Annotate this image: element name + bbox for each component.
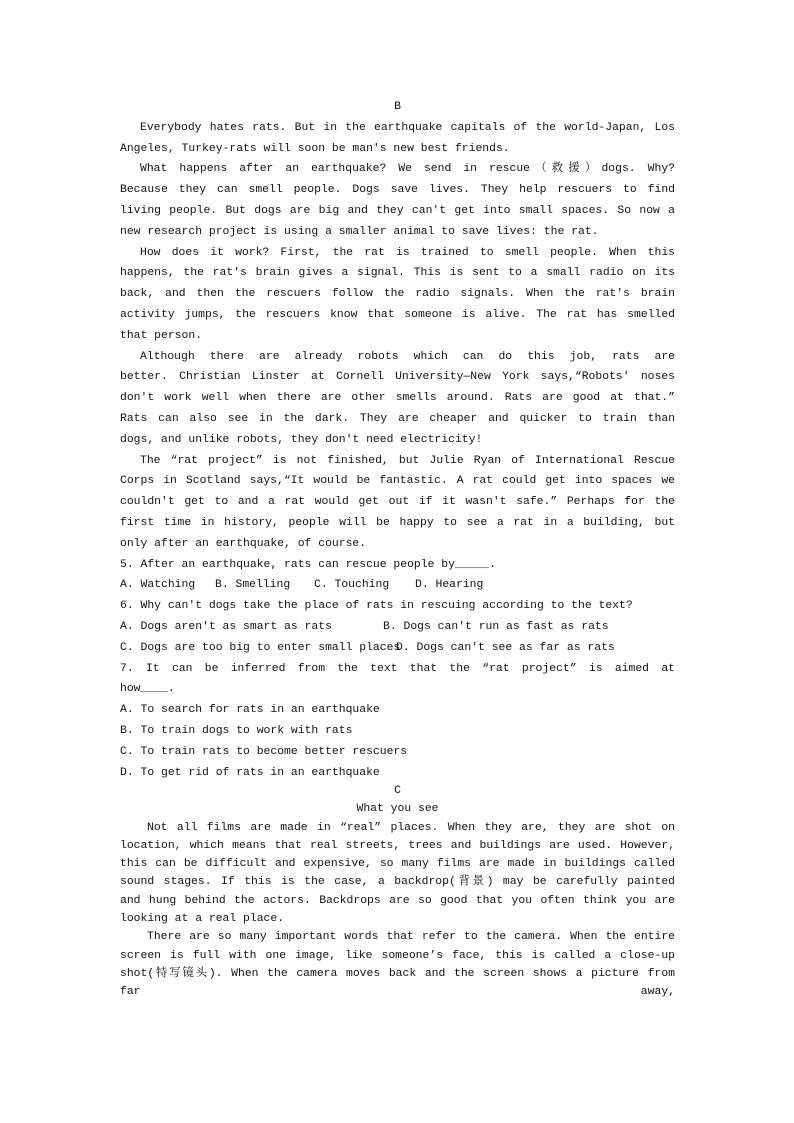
text-line: sound stages. If this is the case, a backdrop(背景) may be carefully painted [120,876,675,889]
option-b: B. Smelling [215,579,291,592]
text-line: Although there are already robots which can do this job, rats are [140,350,675,363]
text-line: There are so many important words that refer to the camera. When the entire [147,931,675,944]
section-heading: C [394,785,401,797]
text-line: and hung behind the actors. Backdrops are so good that you often think you are [120,894,675,907]
question-7-stem: 7. It can be inferred from the text that the “rat project” is aimed at [120,662,675,675]
section-c [120,782,675,1002]
option-d: D. Dogs can't see as far as rats [396,641,615,654]
text-line: this can be difficult and expensive, so many films are made in buildings called [120,858,675,871]
text-line: living people. But dogs are big and they can't get into small spaces. So now a [120,204,675,217]
text-line: Corps in Scotland says,“It would be fantastic. A rat could get into spaces we [120,475,675,488]
text-line: couldn't get to and a rat would get out if it wasn't safe.” Perhaps for the [120,496,675,509]
option-a: A. To search for rats in an earthquake [120,704,380,717]
text-line: first time in history, people will be happy to see a rat in a building, but [120,516,675,529]
option-c: C. To train rats to become better rescuers [120,745,408,758]
text-line: Angeles, Turkey-rats will soon be man's new best friends. [120,142,510,155]
text-line: What happens after an earthquake? We send in rescue（救援）dogs. Why? [140,163,675,176]
text-line: Not all films are made in “real” places. When they are, they are shot on [147,821,675,834]
option-b: B. Dogs can't run as fast as rats [383,620,609,633]
section-b [120,97,675,783]
question-7-stem: how____. [120,683,175,696]
text-line: Rats can also see in the dark. They are cheaper and quicker to train than [120,412,675,425]
text-line: Everybody hates rats. But in the earthquake capitals of the world-Japan, Los [140,121,675,134]
option-c: C. Touching [314,579,390,592]
text-line: better. Christian Linster at Cornell University—New York says,“Robots' noses [120,371,675,384]
text-line: don't work well when there are other smells around. Rats are good at that.” [120,392,675,405]
text-line: far away, [120,986,675,999]
question-6-options-row-2 [120,638,675,659]
text-line: The “rat project” is not finished, but Julie Ryan of International Rescue [140,454,675,467]
text-line: screen is full with one image, like someone’s face, this is called a close-up [120,949,675,962]
option-a: A. Watching [120,579,196,592]
text-line: back, and then the rescuers follow the radio signals. When the rat's brain [120,288,675,301]
option-a: A. Dogs aren't as smart as rats [120,620,332,633]
option-c: C. Dogs are too big to enter small places [120,641,401,654]
text-line: dogs, and unlike robots, they don't need electricity! [120,433,483,446]
text-line: location, which means that real streets, trees and buildings are used. However, [120,839,675,852]
question-6-stem: 6. Why can't dogs take the place of rats in rescuing according to the text? [120,600,633,613]
text-line: new research project is using a smaller animal to save lives: the rat. [120,225,599,238]
question-6-options-row-1 [120,617,675,638]
option-d: D. To get rid of rats in an earthquake [120,766,380,779]
text-line: happens, the rat's brain gives a signal. This is sent to a small radio on its [120,267,675,280]
text-line: shot(特写镜头). When the camera moves back and the screen shows a picture from [120,967,675,980]
text-line: Because they can smell people. Dogs save lives. They help rescuers to find [120,184,675,197]
option-d: D. Hearing [415,579,484,592]
option-b: B. To train dogs to work with rats [120,724,353,737]
text-line: How does it work? First, the rat is trained to smell people. When this [140,246,675,259]
text-line: looking at a real place. [120,913,285,926]
question-5-stem: 5. After an earthquake, rats can rescue people by_____. [120,558,496,571]
text-line: only after an earthquake, of course. [120,537,367,550]
text-line: activity jumps, the rescuers know that someone is alive. The rat has smelled [120,308,675,321]
passage-title: What you see [356,803,439,816]
text-line: that person. [120,329,203,342]
question-5-options [120,575,675,596]
section-heading: B [394,101,401,113]
